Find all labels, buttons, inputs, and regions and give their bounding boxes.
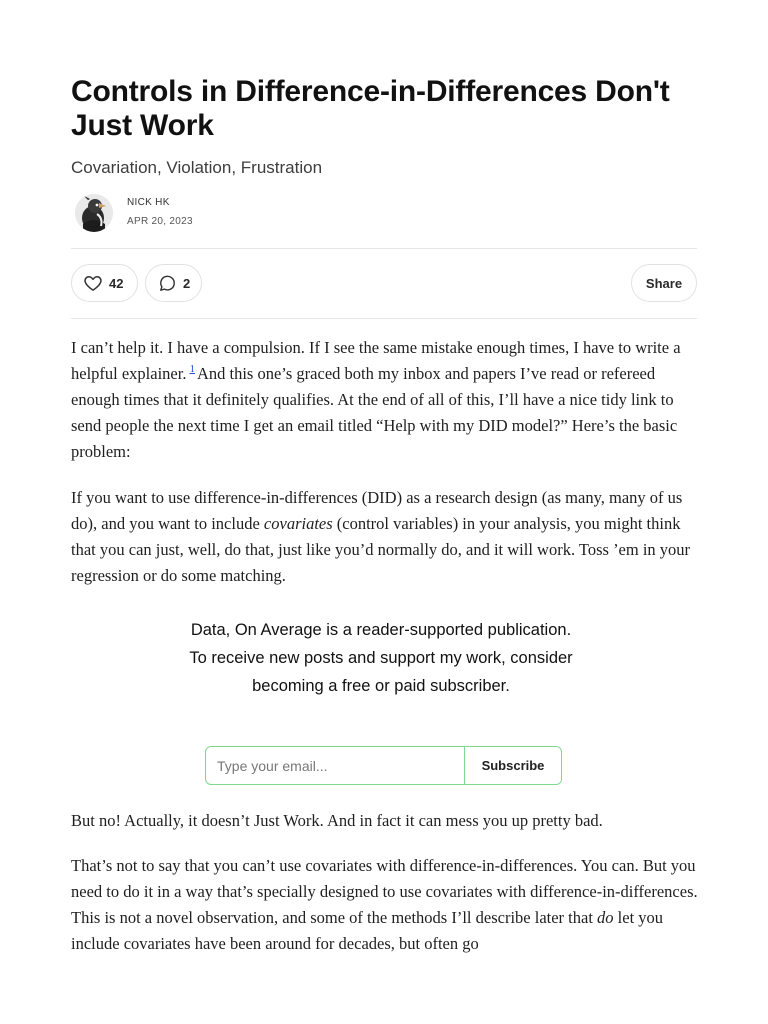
share-label: Share: [645, 275, 683, 291]
comment-bubble-icon: [158, 274, 177, 293]
like-count: 42: [109, 275, 124, 291]
post-title: Controls in Difference-in-Differences Don't Just Work: [71, 75, 670, 142]
emphasis-covariates: covariates: [263, 514, 333, 533]
subscribe-button[interactable]: Subscribe: [464, 747, 561, 784]
avatar-image: [75, 194, 113, 232]
emphasis-do: do: [597, 908, 614, 927]
paragraph-explanation-text-cont: let you include covariates have been around for decades, but often go: [71, 908, 664, 953]
paragraph-problem: [71, 485, 701, 589]
comment-button[interactable]: [145, 264, 202, 302]
comment-count: 2: [183, 275, 191, 291]
footnote-link[interactable]: 1: [189, 363, 195, 375]
post-date: APR 20, 2023: [127, 216, 193, 227]
subscribe-form: [205, 746, 562, 785]
byline: [75, 194, 675, 234]
share-button[interactable]: [631, 264, 697, 302]
paragraph-rebuttal: But no! Actually, it doesn’t Just Work. And in fact it can mess you up pretty bad.: [71, 811, 603, 830]
like-button[interactable]: [71, 264, 138, 302]
heart-icon: [83, 273, 103, 293]
paragraph-explanation-text: That’s not to say that you can’t use covariates with difference-in-differences. You can. But you need to do it in a way that’s specially designed to use covariates with difference-in-differences. This is not a novel observation, and some of the methods I’ll describe later that: [71, 856, 698, 927]
paragraph-explanation: [71, 853, 701, 957]
paragraph-intro-text: I can’t help it. I have a compulsion. If I see the same mistake enough times, I have to write a helpful explainer.: [71, 338, 681, 383]
author-avatar[interactable]: [75, 194, 113, 232]
post-subtitle: Covariation, Violation, Frustration: [71, 158, 323, 177]
paragraph-problem-text-cont: (control variables) in your analysis, you might think that you can just, well, do that, just like you’d normally do, and it will work. Toss ’em in your regression or do some matching.: [71, 514, 691, 585]
divider-top: [71, 248, 697, 249]
author-name[interactable]: NICK HK: [127, 197, 170, 208]
paragraph-intro: [71, 335, 701, 465]
subscribe-pitch: Data, On Average is a reader-supported publication. To receive new posts and support my work, consider becoming a free or paid subscriber.: [189, 621, 573, 695]
email-input[interactable]: [206, 747, 464, 784]
divider-bottom: [71, 318, 697, 319]
paragraph-intro-text-cont: And this one’s graced both my inbox and papers I’ve read or refereed enough times that it definitely qualifies. At the end of all of this, I’ll have a nice tidy link to send people the next time I get an email titled “Help with my DID model?” Here’s the basic problem:: [71, 364, 678, 461]
paragraph-problem-text: If you want to use difference-in-differences (DID) as a research design (as many, many of us do), and you want to include: [71, 488, 683, 533]
